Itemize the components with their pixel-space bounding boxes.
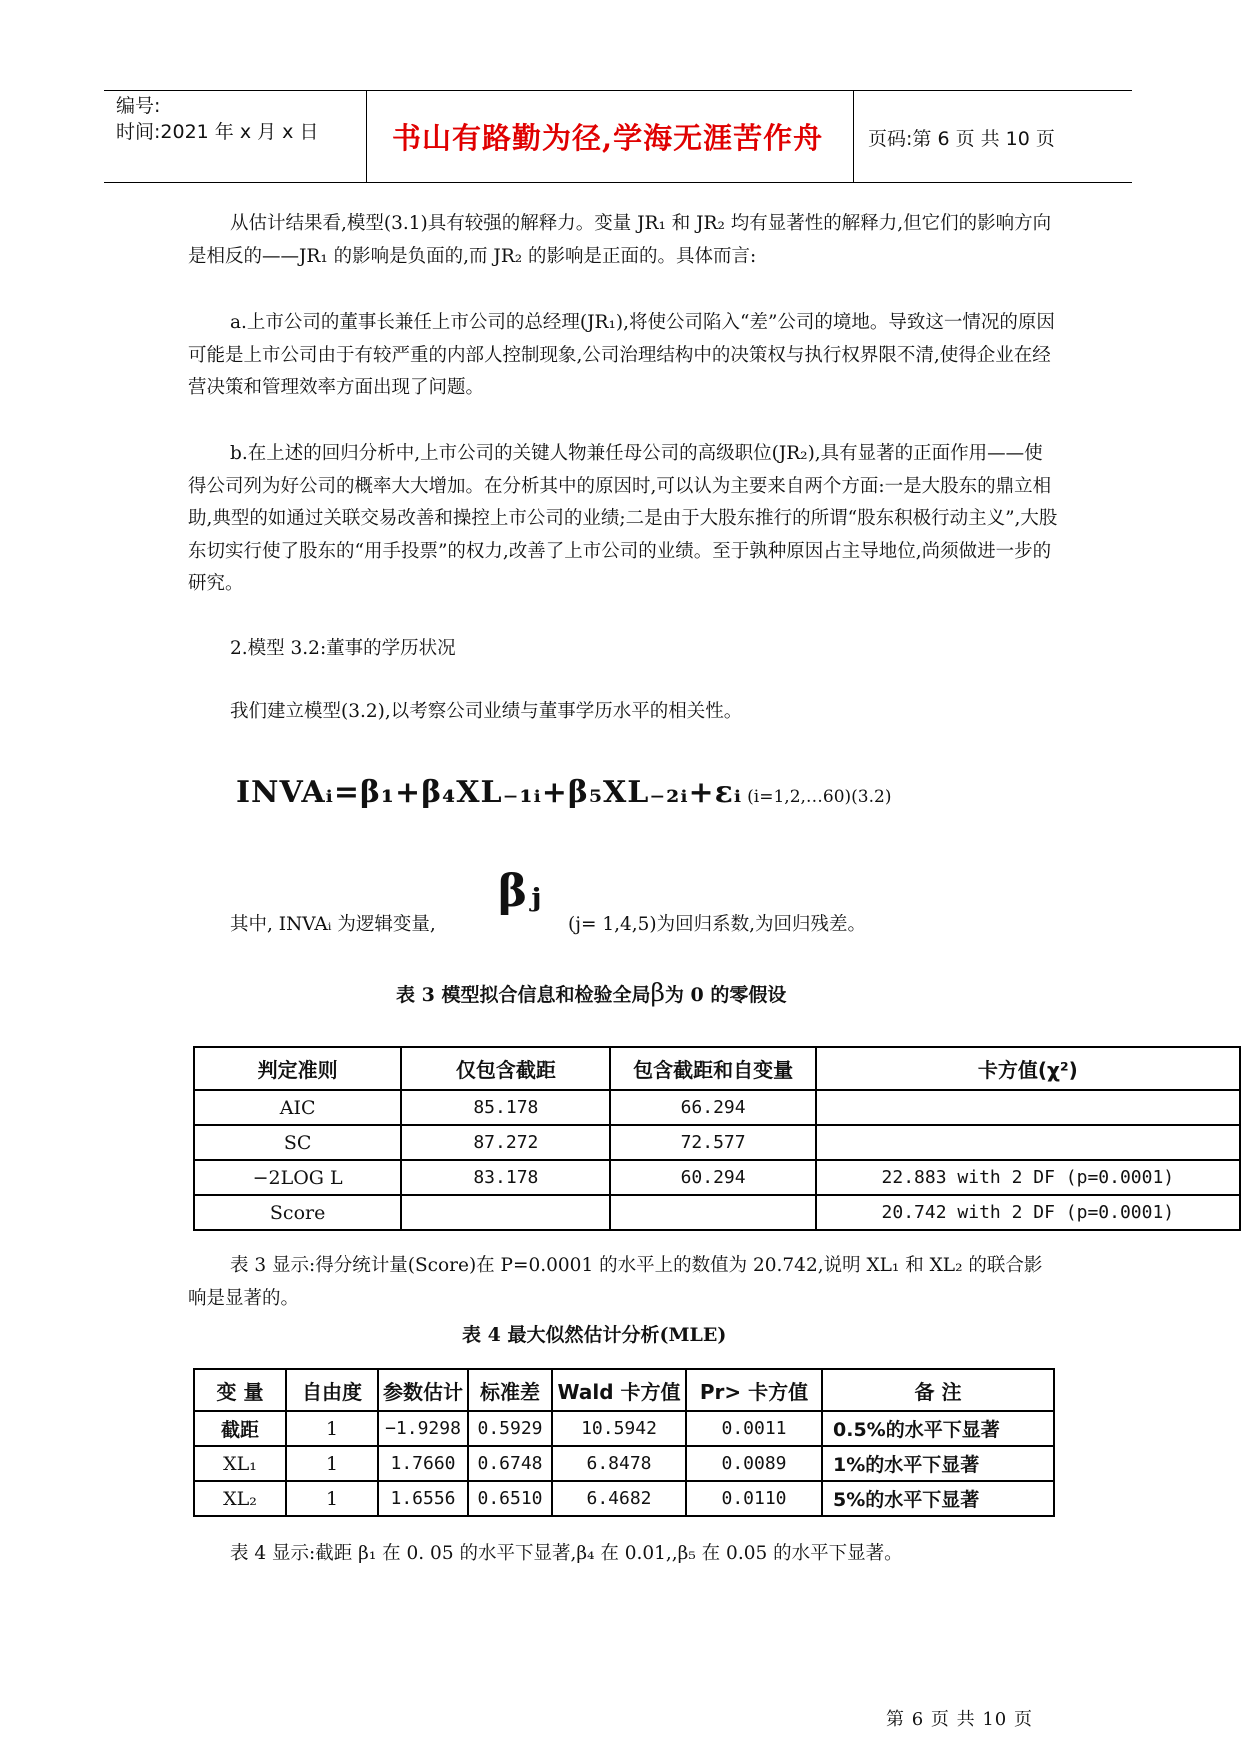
- table3-cell: 20.742 with 2 DF (p=0.0001): [816, 1195, 1240, 1230]
- header-divider-right: [853, 91, 854, 183]
- beta-j-symbol: βⱼ: [498, 866, 542, 917]
- table4-cell: 1: [286, 1411, 378, 1446]
- formula-main: INVAᵢ=β₁+β₄XL₋₁ᵢ+β₅XL₋₂ᵢ+εᵢ: [236, 775, 743, 810]
- table4-cell: 6.8478: [552, 1446, 686, 1481]
- table4-cell: 0.0110: [686, 1481, 822, 1516]
- table3-header-cell: 仅包含截距: [401, 1047, 610, 1090]
- table3-header-row: [194, 1047, 1240, 1090]
- table4-cell: 0.0089: [686, 1446, 822, 1481]
- table4-cell: XL₁: [194, 1446, 286, 1481]
- table-row: [194, 1411, 1054, 1446]
- table4-header-cell: 参数估计: [378, 1369, 468, 1411]
- table3: [193, 1046, 1241, 1231]
- paragraph-2-text: a.上市公司的董事长兼任上市公司的总经理(JR₁),将使公司陷入“差”公司的境地。导致这一情况的原因可能是上市公司由于有较严重的内部人控制现象,公司治理结构中的决策权与执行权界限不清,使得企业在经营决策和管理效率方面出现了问题。: [188, 312, 1055, 398]
- table3-cell: 83.178: [401, 1160, 610, 1195]
- header-page-label: 页码:第 6 页 共 10 页: [868, 128, 1055, 150]
- after-table3-text: 表 3 显示:得分统计量(Score)在 P=0.0001 的水平上的数值为 20.742,说明 XL₁ 和 XL₂ 的联合影响是显著的。: [188, 1255, 1043, 1309]
- table-row: [194, 1195, 1240, 1230]
- table4-cell: −1.9298: [378, 1411, 468, 1446]
- table3-caption-a: 表 3 模型拟合信息和检验全局: [396, 984, 651, 1006]
- table4-cell: 0.5929: [468, 1411, 552, 1446]
- paragraph-4: [188, 633, 1058, 666]
- table3-cell: 60.294: [610, 1160, 815, 1195]
- table3-cell: 66.294: [610, 1090, 815, 1125]
- table4: [193, 1368, 1055, 1517]
- table4-cell: 1.6556: [378, 1481, 468, 1516]
- paragraph-5-text: 我们建立模型(3.2),以考察公司业绩与董事学历水平的相关性。: [230, 701, 743, 722]
- header-motto: 书山有路勤为径,学海无涯苦作舟: [392, 121, 824, 155]
- table4-cell: 0.5%的水平下显著: [822, 1411, 1054, 1446]
- after-table4-paragraph: [188, 1538, 1058, 1571]
- formula-3-2: [236, 775, 891, 810]
- table4-cell: XL₂: [194, 1481, 286, 1516]
- table3-caption: [396, 978, 786, 1007]
- table-row: [194, 1125, 1240, 1160]
- table-row: [194, 1090, 1240, 1125]
- header-bottom-rule: [104, 182, 1132, 183]
- table4-cell: 1%的水平下显著: [822, 1446, 1054, 1481]
- after-table3-paragraph: [188, 1250, 1048, 1315]
- table3-cell: SC: [194, 1125, 401, 1160]
- table4-cell: 0.6748: [468, 1446, 552, 1481]
- section-heading-model-3-2: 2.模型 3.2:董事的学历状况: [230, 638, 456, 659]
- table3-cell: −2LOG L: [194, 1160, 401, 1195]
- table3-header-cell: 判定准则: [194, 1047, 401, 1090]
- table4-header-cell: Wald 卡方值: [552, 1369, 686, 1411]
- table4-header-cell: 备 注: [822, 1369, 1054, 1411]
- paragraph-6-part-a: 其中, INVAᵢ 为逻辑变量,: [230, 914, 436, 935]
- paragraph-1-text: 从估计结果看,模型(3.1)具有较强的解释力。变量 JR₁ 和 JR₂ 均有显著性的解释力,但它们的影响方向是相反的——JR₁ 的影响是负面的,而 JR₂ 的影响是正面的。具体而言:: [188, 213, 1052, 267]
- page-footer: 第 6 页 共 10 页: [886, 1709, 1033, 1730]
- header-divider-left: [366, 91, 367, 183]
- table4-cell: 1: [286, 1446, 378, 1481]
- formula-tail: (i=1,2,…60)(3.2): [747, 787, 892, 807]
- table3-cell: AIC: [194, 1090, 401, 1125]
- paragraph-3-text: b.在上述的回归分析中,上市公司的关键人物兼任母公司的高级职位(JR₂),具有显著的正面作用——使得公司列为好公司的概率大大增加。在分析其中的原因时,可以认为主要来自两个方面:一是大股东的鼎立相助,典型的如通过关联交易改善和操控上市公司的业绩;二是由于大股东推行的所谓“股东积极行动主义”,大股东切实行使了股东的“用手投票”的权力,改善了上市公司的业绩。至于孰种原因占主导地位,尚须做进一步的研究。: [188, 443, 1058, 594]
- paragraph-3: [188, 438, 1058, 601]
- paragraph-2: [188, 307, 1058, 405]
- table-row: [194, 1160, 1240, 1195]
- table4-cell: 0.0011: [686, 1411, 822, 1446]
- table3-caption-b: 为 0 的零假设: [664, 984, 787, 1006]
- table-row: [194, 1446, 1054, 1481]
- table3-cell: 22.883 with 2 DF (p=0.0001): [816, 1160, 1240, 1195]
- header-number-label: 编号:: [116, 95, 161, 117]
- table4-cell: 截距: [194, 1411, 286, 1446]
- table3-header-cell: 包含截距和自变量: [610, 1047, 815, 1090]
- table4-header-cell: 标准差: [468, 1369, 552, 1411]
- table4-cell: 5%的水平下显著: [822, 1481, 1054, 1516]
- table4-header-cell: 自由度: [286, 1369, 378, 1411]
- table3-caption-beta: β: [650, 978, 665, 1007]
- table3-cell: [816, 1090, 1240, 1125]
- paragraph-6: [230, 910, 436, 936]
- table4-header-row: [194, 1369, 1054, 1411]
- table4-cell: 6.4682: [552, 1481, 686, 1516]
- table3-cell: 72.577: [610, 1125, 815, 1160]
- paragraph-6-part-b: (j= 1,4,5)为回归系数,为回归残差。: [568, 914, 867, 935]
- table3-cell: 87.272: [401, 1125, 610, 1160]
- table3-header-cell: 卡方值(χ²): [816, 1047, 1240, 1090]
- header-top-rule: [104, 90, 1132, 91]
- table3-cell: [610, 1195, 815, 1230]
- table4-cell: 0.6510: [468, 1481, 552, 1516]
- paragraph-5: [188, 696, 1058, 729]
- table-row: [194, 1481, 1054, 1516]
- table4-cell: 1.7660: [378, 1446, 468, 1481]
- table4-caption: 表 4 最大似然估计分析(MLE): [462, 1324, 727, 1346]
- table4-header-cell: Pr> 卡方值: [686, 1369, 822, 1411]
- table3-cell: Score: [194, 1195, 401, 1230]
- after-table4-text: 表 4 显示:截距 β₁ 在 0. 05 的水平下显著,β₄ 在 0.01,,β₅ 在 0.05 的水平下显著。: [230, 1543, 903, 1564]
- header-time-label: 时间:2021 年 x 月 x 日: [116, 121, 319, 143]
- table4-header-cell: 变 量: [194, 1369, 286, 1411]
- table4-cell: 1: [286, 1481, 378, 1516]
- paragraph-1: [188, 208, 1058, 273]
- table3-cell: [816, 1125, 1240, 1160]
- table3-cell: [401, 1195, 610, 1230]
- table3-cell: 85.178: [401, 1090, 610, 1125]
- table4-cell: 10.5942: [552, 1411, 686, 1446]
